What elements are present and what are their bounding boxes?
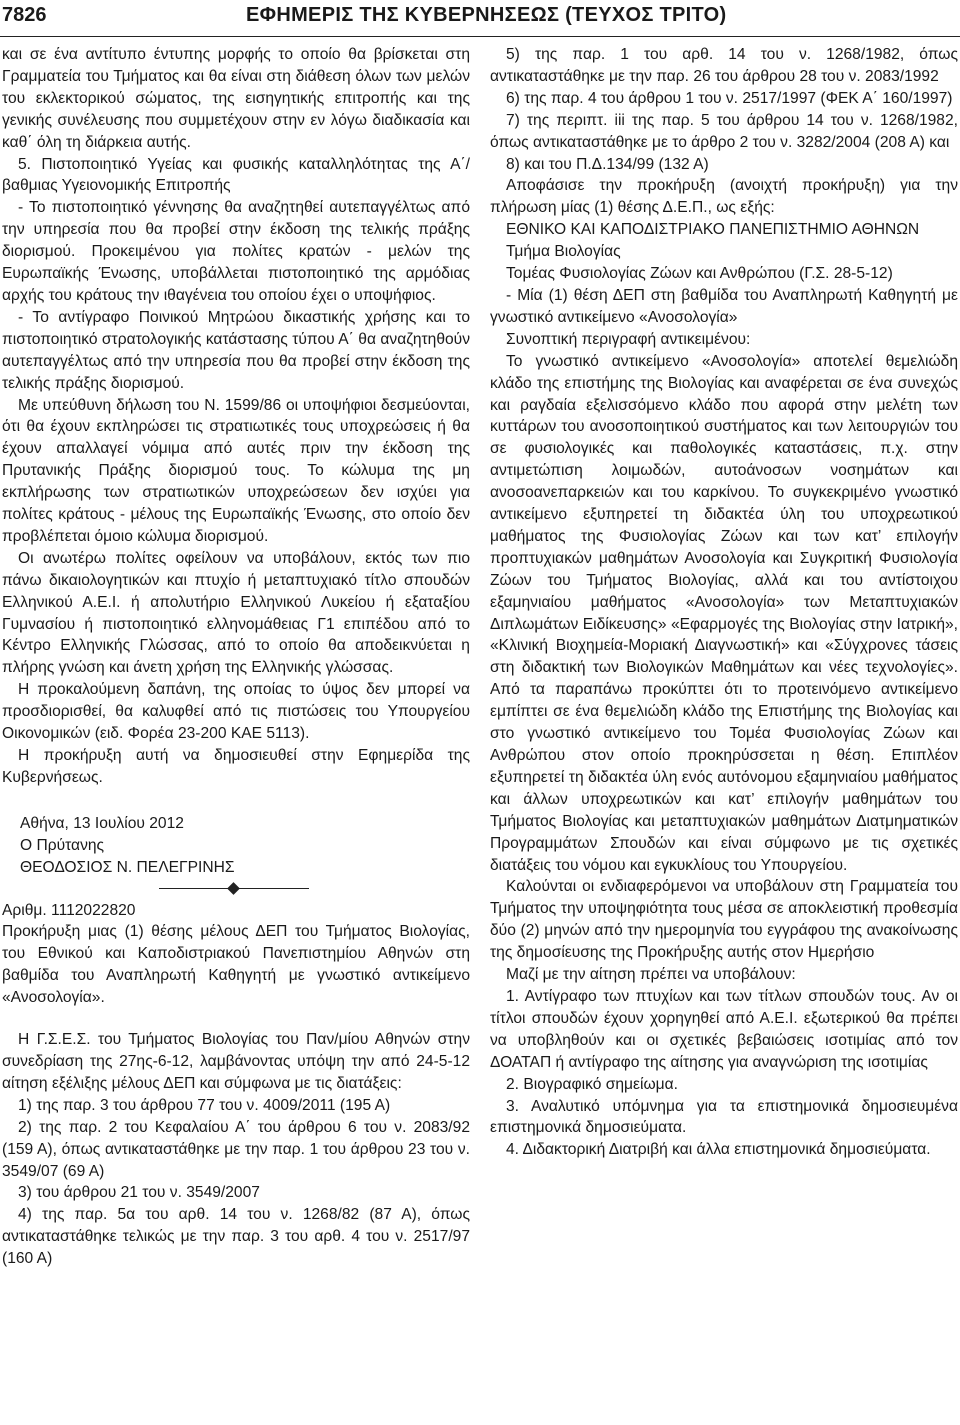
legal-provision: 5) της παρ. 1 του αρθ. 14 του ν. 1268/1982, όπως αντικαταστάθηκε με την παρ. 26 του άρθρου 28 του ν. 2083/1992	[490, 46, 958, 85]
legal-provision: 4) της παρ. 5α του αρθ. 14 του ν. 1268/82 (87 Α), όπως αντικαταστάθηκε τελικώς με την παρ. 3 του αρθ. 4 του ν. 2517/97 (160 Α)	[2, 1206, 470, 1268]
paragraph: - Το πιστοποιητικό γέννησης θα αναζητηθεί αυτεπαγγέλτως από την υπηρεσία που θα προβεί στην έκδοση της τελικής πράξης διορισμού. Προκειμένου για πολίτες κρατών - μελών της Ευρωπαϊκής Ένωσης, υποβάλλεται πιστοποιητικό της αρμόδιας αρχής του κράτους την ιθαγένεια του οποίου έχει ο υποψήφιος.	[2, 199, 470, 304]
paragraph: - Το αντίγραφο Ποινικού Μητρώου δικαστικής χρήσης και το πιστοποιητικό στρατολογικής κατάστασης τύπου Α΄ θα αναζητηθούν αυτεπαγγέλτως από την υπηρεσία που θα προβεί στην έκδοση της τελικής πράξης διορισμού.	[2, 308, 470, 392]
paragraph: Μαζί με την αίτηση πρέπει να υποβάλουν:	[506, 966, 796, 984]
position-description: - Μία (1) θέση ΔΕΠ στη βαθμίδα του Αναπληρωτή Καθηγητή με γνωστικό αντικείμενο «Ανοσολογία»	[490, 286, 958, 326]
requirement-item: 3. Αναλυτικό υπόμνημα για τα επιστημονικά δημοσιευμένα επιστημονικά δημοσιεύματα.	[490, 1097, 958, 1137]
university-name: ΕΘΝΙΚΟ ΚΑΙ ΚΑΠΟΔΙΣΤΡΙΑΚΟ ΠΑΝΕΠΙΣΤΗΜΙΟ ΑΘΗΝΩΝ	[506, 221, 920, 239]
requirement-item: 4. Διδακτορική Διατριβή και άλλα επιστημονικά δημοσιεύματα.	[506, 1141, 931, 1159]
paragraph: 5. Πιστοποιητικό Υγείας και φυσικής καταλληλότητας της Α΄/βαθμιας Υγειονομικής Επιτροπής	[2, 155, 470, 195]
subject-description: Το γνωστικό αντικείμενο «Ανοσολογία» αποτελεί θεμελιώδη κλάδο της επιστήμης της Βιολογίας και αναφέρεται σε ένα συνεχώς και ραγδαία εξελισσόμενο κλάδο που αφορά στην μελέτη των κυττάρων του ανοσοποιητικού συστήματος και των λειτουργιών του σε φυσιολογικές και παθολογικές καταστάσεις, π.χ. στην αντιμετώπιση λοιμωδών, αυτοάνοσων νοσημάτων και ανοσοανεπαρκειών και του καρκίνου. Το συγκεκριμένο γνωστικό αντικείμενο εξυπηρετεί τη διδακτέα ύλη του υποχρεωτικού μαθήματος της Φυσιολογίας Ζώων και των κατ’ επιλογήν προπτυχιακών μαθημάτων Ανοσολογία και Συγκριτική Φυσιολογία Ζώων του Τμήματος Βιολογίας, αλλά και του αντίστοιχου εξαμηνιαίου μαθήματος «Ανοσολογία» των Μεταπτυχιακών Διπλωμάτων Ειδίκευσης» «Εφαρμογές της Βιολογίας στην Ιατρική», «Κλινική Βιοχημεία-Μοριακή Διαγνωστική» και «Σύγχρονες τάσεις στη διδακτική των Βιολογικών Μαθημάτων και νέες τεχνολογίες». Από τα παραπάνω προκύπτει ότι το προτεινόμενο αντικείμενο εμπίπτει σε ένα θεμελιώδη κλάδο της Επιστήμης της Βιολογίας και στο γνωστικό αντικείμενο του Τομέα Φυσιολογίας Ζώων και Ανθρώπου στον οποίο προκηρύσσεται η θέση. Επιπλέον εξυπηρετεί τη διδακτέα ύλη ενός αυτόνομου εξαμηνιαίου μαθήματος και άλλων υποχρεωτικών και κατ’ επιλογήν μαθημάτων του Τμήματος Βιολογίας και μεταπτυχιακών μαθημάτων Διατμηματικών Προγραμμάτων Σπουδών και είναι σύμφωνο με τις σχετικές διατάξεις του νόμου και εγκυκλίους του Υπουργείου.	[490, 352, 958, 874]
decision-text: Αποφάσισε την προκήρυξη (ανοιχτή προκήρυξη) για την πλήρωση μίας (1) θέσης Δ.Ε.Π., ως εξής:	[490, 177, 958, 217]
paragraph: και σε ένα αντίτυπο έντυπης μορφής το οποίο θα βρίσκεται στη Γραμματεία του Τμήματος και θα είναι στη διάθεση όλων των μελών του εκλεκτορικού σώματος, της εισηγητικής επιτροπής και της γενικής συνέλευσης που συμμετέχουν στην εν λόγω διαδικασία και καθ΄ όλη τη διάρκεια αυτής.	[2, 46, 470, 151]
left-column	[2, 44, 470, 1270]
paragraph: Η προκαλούμενη δαπάνη, της οποίας το ύψος δεν μπορεί να προσδιορισθεί, θα καλυφθεί από τις πιστώσεις του Υπουργείου Οικονομικών (ειδ. Φορέα 23-200 ΚΑΕ 5113).	[2, 681, 470, 743]
right-column	[490, 44, 958, 1161]
legal-provision: 8) και του Π.Δ.134/99 (132 Α)	[506, 155, 709, 173]
department-name: Τμήμα Βιολογίας	[506, 243, 621, 261]
signature-date: Αθήνα, 13 Ιουλίου 2012	[20, 814, 184, 832]
legal-provision: 7) της περιπτ. iii της παρ. 5 του άρθρου 14 του ν. 1268/1982, όπως αντικαταστάθηκε με το άρθρο 2 του ν. 3282/2004 (208 Α) και	[490, 111, 958, 151]
summary-label: Συνοπτική περιγραφή αντικειμένου:	[506, 330, 751, 348]
page-number: 7826	[2, 4, 47, 26]
paragraph: Καλούνται οι ενδιαφερόμενοι να υποβάλουν στη Γραμματεία του Τμήματος την υποψηφιότητα τους μέσα σε αποκλειστική προθεσμία δύο (2) μηνών από την ημερομηνία του εγγράφου της ανακοίνωσης της δημοσίευσης της Προκήρυξης αυτής στον Ημερήσιο	[490, 878, 958, 962]
section-separator	[159, 882, 309, 896]
paragraph: Οι ανωτέρω πολίτες οφείλουν να υποβάλουν, εκτός των πιο πάνω δικαιολογητικών και πτυχίο ή μεταπτυχιακό τίτλο σπουδών Ελληνικού Α.Ε.Ι. ή απολυτήριο Ελληνικού Λυκείου ή εξαταξίου Γυμνασίου ή πιστοποιητικό ελληνομάθειας Γ1 επιπέδου από το Κέντρο Ελληνικής Γλώσσας, από το οποίο θα αποδεικνύεται η πλήρης γνώση και άνετη χρήση της Ελληνικής γλώσσας.	[2, 549, 470, 677]
signature-role: Ο Πρύτανης	[20, 836, 105, 854]
spacer	[2, 1009, 470, 1029]
document-number: Αριθμ. 1112022820	[2, 901, 136, 919]
legal-provision: 1) της παρ. 3 του άρθρου 77 του ν. 4009/2011 (195 Α)	[18, 1096, 391, 1114]
legal-provision: 2) της παρ. 2 του Κεφαλαίου Α΄ του άρθρου 6 του ν. 2083/92 (159 Α), όπως αντικαταστάθηκε με την παρ. 1 του άρθρου 23 του ν. 3549/07 (69 Α)	[2, 1118, 470, 1180]
gazette-title: ΕΦΗΜΕΡΙΣ ΤΗΣ ΚΥΒΕΡΝΗΣΕΩΣ (ΤΕΥΧΟΣ ΤΡΙΤΟ)	[246, 4, 727, 26]
requirement-item: 1. Αντίγραφο των πτυχίων και των τίτλων σπουδών τους. Αν οι τίτλοι σπουδών έχουν χορηγηθεί από Α.Ε.Ι. εξωτερικού θα πρέπει να υποβληθούν και οι σχετικές βεβαιώσεις ισοτιμίας από τον ΔΟΑΤΑΠ ή αντίγραφο της αίτησης για αναγνώριση της ισοτιμίας	[490, 987, 958, 1071]
requirement-item: 2. Βιογραφικό σημείωμα.	[506, 1075, 678, 1093]
paragraph: Η προκήρυξη αυτή να δημοσιευθεί στην Εφημερίδα της Κυβερνήσεως.	[2, 747, 470, 786]
sector-name: Τομέας Φυσιολογίας Ζώων και Ανθρώπου (Γ.Σ. 28-5-12)	[506, 265, 893, 283]
paragraph: Με υπεύθυνη δήλωση του Ν. 1599/86 οι υποψήφιοι δεσμεύονται, ότι θα έχουν εκπληρώσει τις στρατιωτικές τους υποχρεώσεις ή θα έχουν απαλλαγεί νόμιμα από αυτές πριν την έκδοση της Πρυτανικής Πράξης διορισμού τους. Το κώλυμα της μη εκπλήρωσης των στρατιωτικών υποχρεώσεων δεν ισχύει για πολίτες κράτους - μέλους της Ευρωπαϊκής Ένωσης, στο οποίο δεν προβλέπεται όμοιο κώλυμα διορισμού.	[2, 396, 470, 545]
page-header	[0, 0, 960, 37]
legal-provision: 3) του άρθρου 21 του ν. 3549/2007	[18, 1184, 260, 1202]
announcement-title: Προκήρυξη μιας (1) θέσης μέλους ΔΕΠ του Τμήματος Βιολογίας, του Εθνικού και Καποδιστριακού Πανεπιστημίου Αθηνών στη βαθμίδα του Αναπληρωτή Καθηγητή με γνωστικό αντικείμενο «Ανοσολογία».	[2, 923, 470, 1007]
paragraph: Η Γ.Σ.Ε.Σ. του Τμήματος Βιολογίας του Παν/μίου Αθηνών στην συνεδρίαση της 27ης-6-12, λαμβάνοντας υπόψη την από 24-5-12 αίτηση εξέλιξης μέλους ΔΕΠ και σύμφωνα με τις διατάξεις:	[2, 1031, 470, 1092]
separator-diamond-icon	[227, 882, 240, 895]
legal-provision: 6) της παρ. 4 του άρθρου 1 του ν. 2517/1997 (ΦΕΚ Α΄ 160/1997)	[506, 89, 953, 107]
signature-name: ΘΕΟΔΟΣΙΟΣ Ν. ΠΕΛΕΓΡΙΝΗΣ	[20, 858, 235, 876]
